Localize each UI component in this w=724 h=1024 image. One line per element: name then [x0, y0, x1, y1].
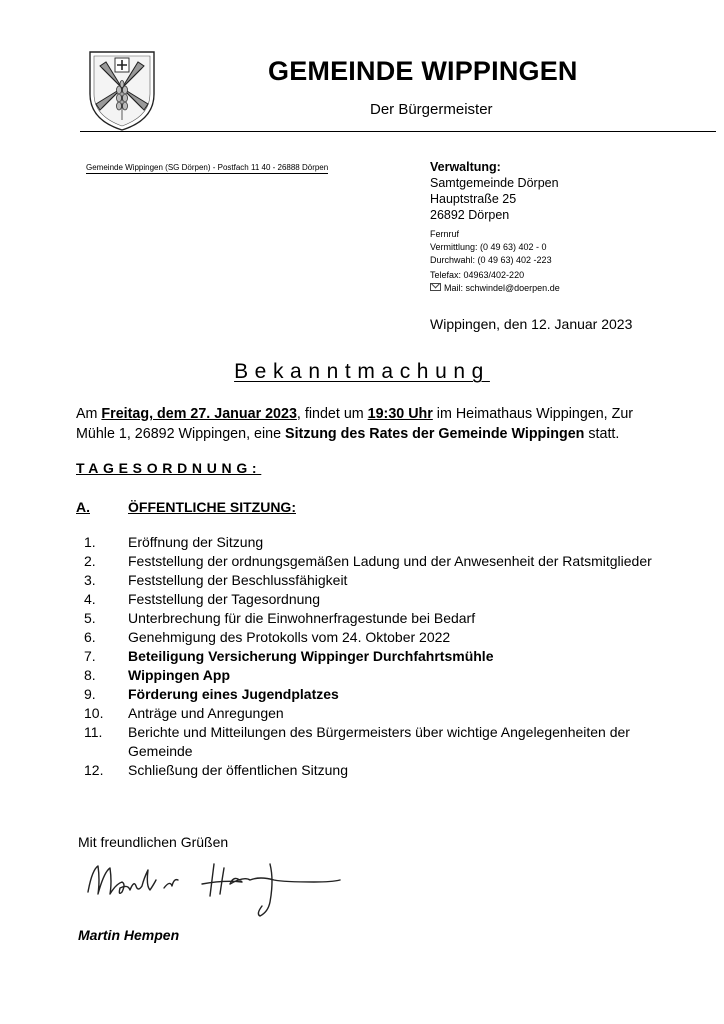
signer-name: Martin Hempen [78, 927, 180, 943]
handwritten-signature [84, 850, 344, 920]
meeting-name: Sitzung des Rates der Gemeinde Wippingen [285, 426, 585, 442]
meeting-day: Freitag, dem 27. Januar 2023 [101, 406, 297, 422]
agenda-item: 11. Berichte und Mitteilungen des Bürgermeisters über wichtige Angelegenheiten der Gemeinde [84, 724, 630, 759]
agenda-item: 9. Förderung eines Jugendplatzes [84, 686, 339, 702]
sender-address-line: Gemeinde Wippingen (SG Dörpen) - Postfach 11 40 - 26888 Dörpen [86, 163, 329, 172]
agenda-title: TAGESORDNUNG: [76, 460, 262, 476]
meeting-time: 19:30 Uhr [367, 406, 433, 422]
closing-greeting: Mit freundlichen Grüßen [78, 834, 229, 850]
admin-line-2: Hauptstraße 25 [430, 192, 517, 206]
agenda-item: 3. Feststellung der Beschlussfähigkeit [84, 572, 348, 588]
fax-number: Telefax: 04963/402-220 [430, 270, 525, 280]
phone-direct: Durchwahl: (0 49 63) 402 -223 [430, 255, 552, 265]
mail-address: Mail: schwindel@doerpen.de [444, 283, 560, 293]
agenda-item: 5. Unterbrechung für die Einwohnerfragestunde bei Bedarf [84, 610, 476, 626]
mayor-subtitle: Der Bürgermeister [370, 101, 493, 118]
agenda-item: 1. Eröffnung der Sitzung [84, 534, 264, 550]
section-letter: A. [76, 499, 90, 515]
envelope-icon [430, 283, 441, 291]
admin-heading: Verwaltung: [430, 160, 501, 174]
date-line: Wippingen, den 12. Januar 2023 [430, 316, 633, 332]
admin-line-1: Samtgemeinde Dörpen [430, 176, 559, 190]
coat-of-arms-icon [86, 48, 158, 132]
phone-switchboard: Vermittlung: (0 49 63) 402 - 0 [430, 242, 547, 252]
agenda-item: 8. Wippingen App [84, 667, 230, 683]
phone-heading: Fernruf [430, 229, 460, 239]
municipality-title: GEMEINDE WIPPINGEN [268, 56, 578, 86]
announcement-title: Bekanntmachung [234, 360, 490, 383]
agenda-item: 6. Genehmigung des Protokolls vom 24. Oktober 2022 [84, 629, 451, 645]
agenda-list [76, 533, 696, 780]
header-divider [80, 131, 716, 132]
admin-line-3: 26892 Dörpen [430, 208, 510, 222]
announcement-intro: Am Freitag, dem 27. Januar 2023, findet um 19:30 Uhr im Heimathaus Wippingen, Zur Mühle 1, 26892 Wippingen, eine Sitzung des Rates der Gemeinde Wippingen statt. [76, 406, 634, 442]
agenda-item: 4. Feststellung der Tagesordnung [84, 591, 320, 607]
agenda-item: 10. Anträge und Anregungen [84, 705, 284, 721]
mail-line [430, 283, 560, 293]
agenda-item: 12. Schließung der öffentlichen Sitzung [84, 762, 348, 778]
section-title: ÖFFENTLICHE SITZUNG: [128, 499, 296, 515]
agenda-item: 7. Beteiligung Versicherung Wippinger Durchfahrtsmühle [84, 648, 494, 664]
agenda-item: 2. Feststellung der ordnungsgemäßen Ladung und der Anwesenheit der Ratsmitglieder [84, 553, 652, 569]
